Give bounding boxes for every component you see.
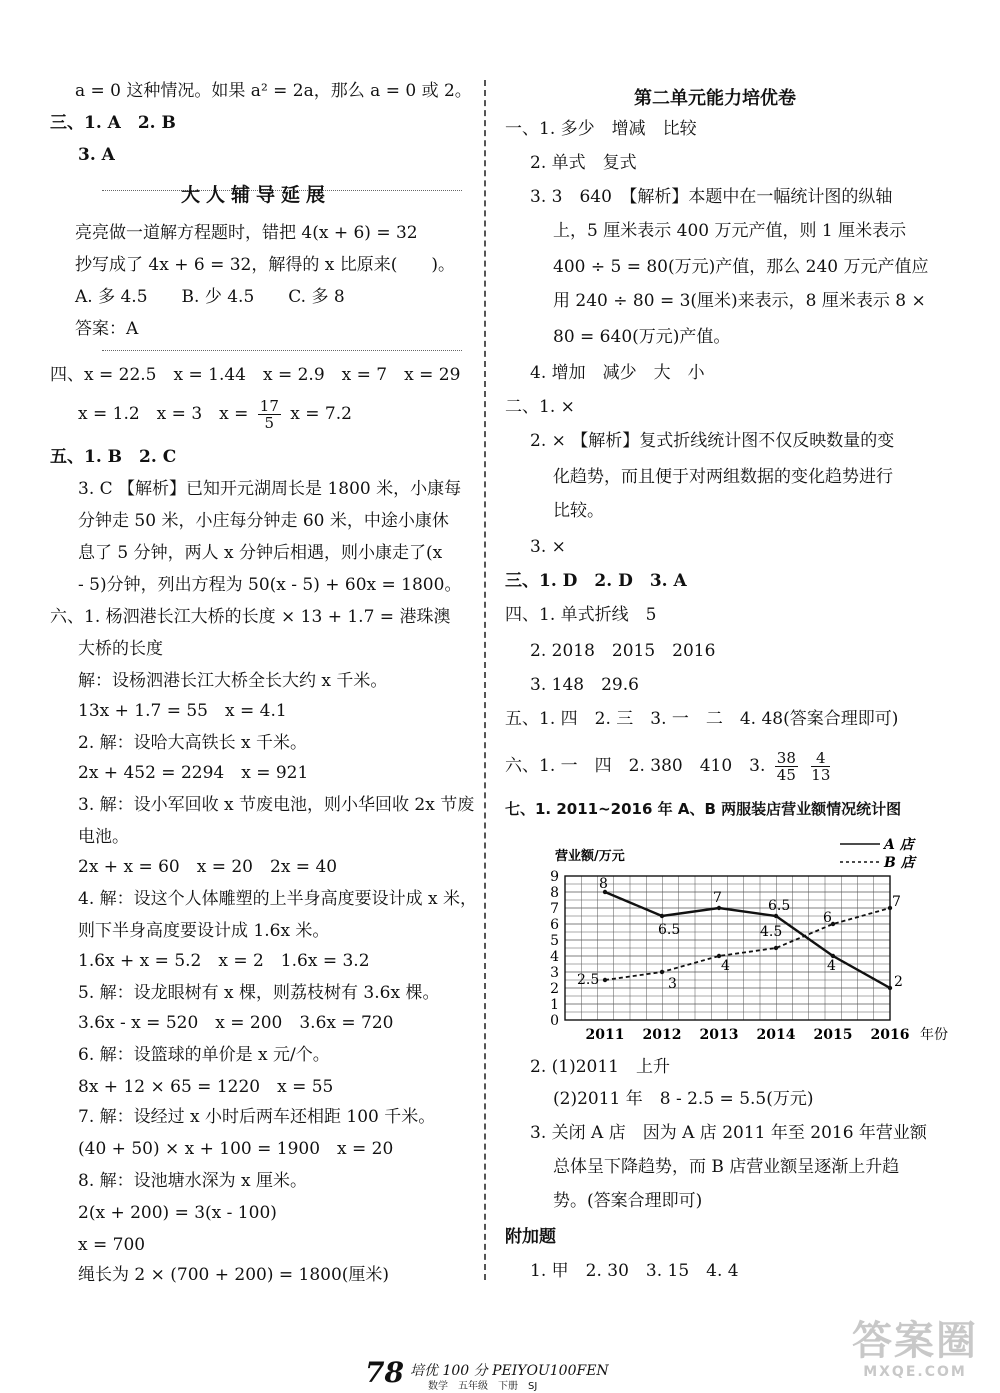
line-l34: 2(x + 200) = 3(x - 100): [78, 1203, 277, 1223]
data-label: 2: [894, 974, 903, 990]
line-chart: [500, 830, 948, 1045]
line-r11: 化趋势，而且便于对两组数据的变化趋势进行: [553, 467, 893, 487]
watermark-url: MXQE.COM: [863, 1364, 967, 1380]
column-divider: [484, 80, 486, 1280]
fraction-4-13: [811, 750, 830, 783]
y-tick-label: 7: [550, 901, 559, 917]
line-l19: 2. 解：设哈大高铁长 x 千米。: [78, 733, 308, 753]
y-tick-label: 1: [550, 997, 559, 1013]
line-l04: 亮亮做一道解方程题时，错把 4(x + 6) = 32: [75, 223, 418, 243]
line-r22: (2)2011 年 8 - 2.5 = 5.5(万元): [553, 1089, 814, 1109]
line-l36: 绳长为 2 × (700 + 200) = 1800(厘米): [78, 1265, 390, 1285]
data-label: 7: [892, 894, 901, 910]
legend-label: A 店: [884, 837, 914, 853]
line-r17: 3. 148 29.6: [530, 675, 639, 695]
line-l27: 5. 解：设龙眼树有 x 棵，则荔枝树有 3.6x 棵。: [78, 983, 440, 1003]
section-heading: 大人辅导延展: [180, 184, 331, 206]
data-label: 6.5: [658, 922, 681, 938]
line-l20: 2x + 452 = 2294 x = 921: [78, 763, 309, 783]
data-point: [888, 986, 892, 990]
line-r27: 1. 甲 2. 30 3. 15 4. 4: [530, 1261, 739, 1281]
line-l23: 2x + x = 60 x = 20 2x = 40: [78, 857, 338, 877]
line-r07: 80 = 640(万元)产值。: [553, 327, 731, 347]
y-tick-label: 4: [550, 949, 559, 965]
line-l22: 电池。: [78, 827, 129, 847]
line-r12: 比较。: [553, 501, 604, 521]
line-r25: 势。(答案合理即可): [553, 1191, 703, 1211]
x-axis-label: 年份: [920, 1027, 948, 1043]
data-label: 7: [713, 890, 722, 906]
line-l24: 4. 解：设这个人体雕塑的上半身高度要设计成 x 米，: [78, 889, 478, 909]
data-label: 4.5: [760, 924, 783, 940]
line-l15: 六、1. 杨泗港长江大桥的长度 × 13 + 1.7 = 港珠澳: [50, 607, 451, 627]
data-label: 6: [823, 910, 832, 926]
line-l17: 解：设杨泗港长江大桥全长大约 x 千米。: [78, 671, 388, 691]
x-tick-label: 2011: [585, 1027, 625, 1043]
y-tick-label: 9: [550, 869, 559, 885]
line-l28: 3.6x - x = 520 x = 200 3.6x = 720: [78, 1013, 394, 1033]
y-tick-label: 2: [550, 981, 559, 997]
y-tick-label: 6: [550, 917, 559, 933]
line-r24: 总体呈下降趋势，而 B 店营业额呈逐渐上升趋: [553, 1157, 900, 1177]
footer-subtitle: 数学 五年级 下册 SJ: [428, 1381, 538, 1392]
y-tick-label: 5: [550, 933, 559, 949]
line-r01: 一、1. 多少 增减 比较: [505, 119, 697, 139]
line-l18: 13x + 1.7 = 55 x = 4.1: [78, 701, 287, 721]
line-r03: 3. 3 640 【解析】本题中在一幅统计图的纵轴: [530, 187, 893, 207]
line-r14: 三、1. D 2. D 3. A: [505, 571, 687, 591]
line-r18: 五、1. 四 2. 三 3. 一 二 4. 48(答案合理即可): [505, 709, 899, 729]
y-axis-label: 营业额/万元: [555, 849, 625, 864]
line-l11: 3. C 【解析】已知开元湖周长是 1800 米，小康每: [78, 479, 462, 499]
fraction-17-5: [258, 398, 281, 431]
x-tick-label: 2014: [756, 1027, 796, 1043]
line-l16: 大桥的长度: [78, 639, 163, 659]
fraction-denominator: 13: [811, 766, 831, 784]
data-point: [717, 906, 721, 910]
data-point: [603, 978, 607, 982]
line-l09a: x = 1.2 x = 3 x =: [78, 404, 249, 424]
data-point: [660, 914, 664, 918]
line-r04: 上，5 厘米表示 400 万元产值，则 1 厘米表示: [553, 221, 907, 241]
fraction-numerator: 17: [259, 397, 279, 415]
y-tick-label: 0: [550, 1013, 559, 1029]
unit-title: 第二单元能力培优卷: [634, 88, 796, 109]
heading-rule-bottom: [102, 350, 462, 351]
line-r10: 2. × 【解析】复式折线统计图不仅反映数量的变: [530, 431, 895, 451]
line-r19a: 六、1. 一 四 2. 380 410 3.: [505, 756, 766, 776]
watermark-text: 答案圈: [852, 1318, 978, 1364]
line-l05: 抄写成了 4x + 6 = 32，解得的 x 比原来( )。: [75, 255, 456, 275]
data-label: 4: [721, 958, 730, 974]
x-tick-label: 2013: [699, 1027, 739, 1043]
line-r02: 2. 单式 复式: [530, 153, 637, 173]
line-l01: a = 0 这种情况。如果 a² = 2a，那么 a = 0 或 2。: [75, 81, 472, 101]
fraction-denominator: 45: [776, 766, 796, 784]
watermark-logo: [840, 1318, 990, 1388]
data-label: 2.5: [577, 972, 600, 988]
series-line: [605, 908, 890, 980]
footer-brand: 培优 100 分 PEIYOU100FEN: [410, 1363, 609, 1379]
line-l13: 息了 5 分钟，两人 x 分钟后相遇，则小康走了(x: [78, 543, 443, 563]
line-r06: 用 240 ÷ 80 = 3(厘米)来表示，8 厘米表示 8 ×: [553, 291, 926, 311]
line-l35: x = 700: [78, 1235, 146, 1255]
line-l07: 答案：A: [75, 319, 139, 339]
line-r26: 附加题: [505, 1227, 556, 1247]
fraction-38-45: [775, 750, 798, 783]
data-point: [660, 970, 664, 974]
data-point: [774, 946, 778, 950]
line-r20: 七、1. 2011~2016 年 A、B 两服装店营业额情况统计图: [505, 800, 902, 818]
line-l32: (40 + 50) × x + 100 = 1900 x = 20: [78, 1139, 394, 1159]
x-tick-label: 2015: [813, 1027, 853, 1043]
line-l02: 三、1. A 2. B: [50, 113, 176, 133]
fraction-numerator: 4: [811, 750, 830, 767]
data-point: [774, 914, 778, 918]
line-l10: 五、1. B 2. C: [50, 447, 177, 467]
line-l31: 7. 解：设经过 x 小时后两车还相距 100 千米。: [78, 1107, 436, 1127]
line-r13: 3. ×: [530, 537, 566, 557]
line-r19: [505, 750, 834, 783]
line-r08: 4. 增加 减少 大 小: [530, 363, 705, 383]
line-l25: 则下半身高度要设计成 1.6x 米。: [78, 921, 330, 941]
y-tick-label: 3: [550, 965, 559, 981]
line-l21: 3. 解：设小军回收 x 节废电池，则小华回收 2x 节废: [78, 795, 475, 815]
line-l12: 分钟走 50 米，小庄每分钟走 60 米，中途小康休: [78, 511, 449, 531]
x-tick-label: 2012: [642, 1027, 682, 1043]
line-l06: A. 多 4.5 B. 少 4.5 C. 多 8: [75, 287, 345, 307]
fraction-denominator: 5: [264, 414, 275, 432]
fraction-numerator: 38: [776, 749, 796, 767]
legend-label: B 店: [884, 855, 915, 871]
data-label: 4: [827, 958, 836, 974]
line-r16: 2. 2018 2015 2016: [530, 641, 716, 661]
y-tick-label: 8: [550, 885, 559, 901]
line-l03: 3. A: [78, 145, 115, 165]
page-number: 78: [365, 1356, 404, 1389]
data-label: 6.5: [768, 898, 791, 914]
line-l30: 8x + 12 × 65 = 1220 x = 55: [78, 1077, 334, 1097]
x-tick-label: 2016: [870, 1027, 910, 1043]
line-l33: 8. 解：设池塘水深为 x 厘米。: [78, 1171, 308, 1191]
line-l14: - 5)分钟，列出方程为 50(x - 5) + 60x = 1800。: [78, 575, 462, 595]
line-r05: 400 ÷ 5 = 80(万元)产值，那么 240 万元产值应: [553, 257, 929, 277]
line-l09b: x = 7.2: [290, 404, 352, 424]
line-r21: 2. (1)2011 上升: [530, 1057, 670, 1077]
line-l29: 6. 解：设篮球的单价是 x 元/个。: [78, 1045, 330, 1065]
data-label: 3: [668, 976, 677, 992]
line-r15: 四、1. 单式折线 5: [505, 605, 657, 625]
line-l26: 1.6x + x = 5.2 x = 2 1.6x = 3.2: [78, 951, 370, 971]
data-label: 8: [599, 876, 608, 892]
line-r23: 3. 关闭 A 店 因为 A 店 2011 年至 2016 年营业额: [530, 1123, 927, 1143]
line-r09: 二、1. ×: [505, 397, 575, 417]
line-l09: [78, 398, 352, 431]
line-l08: 四、x = 22.5 x = 1.44 x = 2.9 x = 7 x = 29: [50, 365, 461, 385]
